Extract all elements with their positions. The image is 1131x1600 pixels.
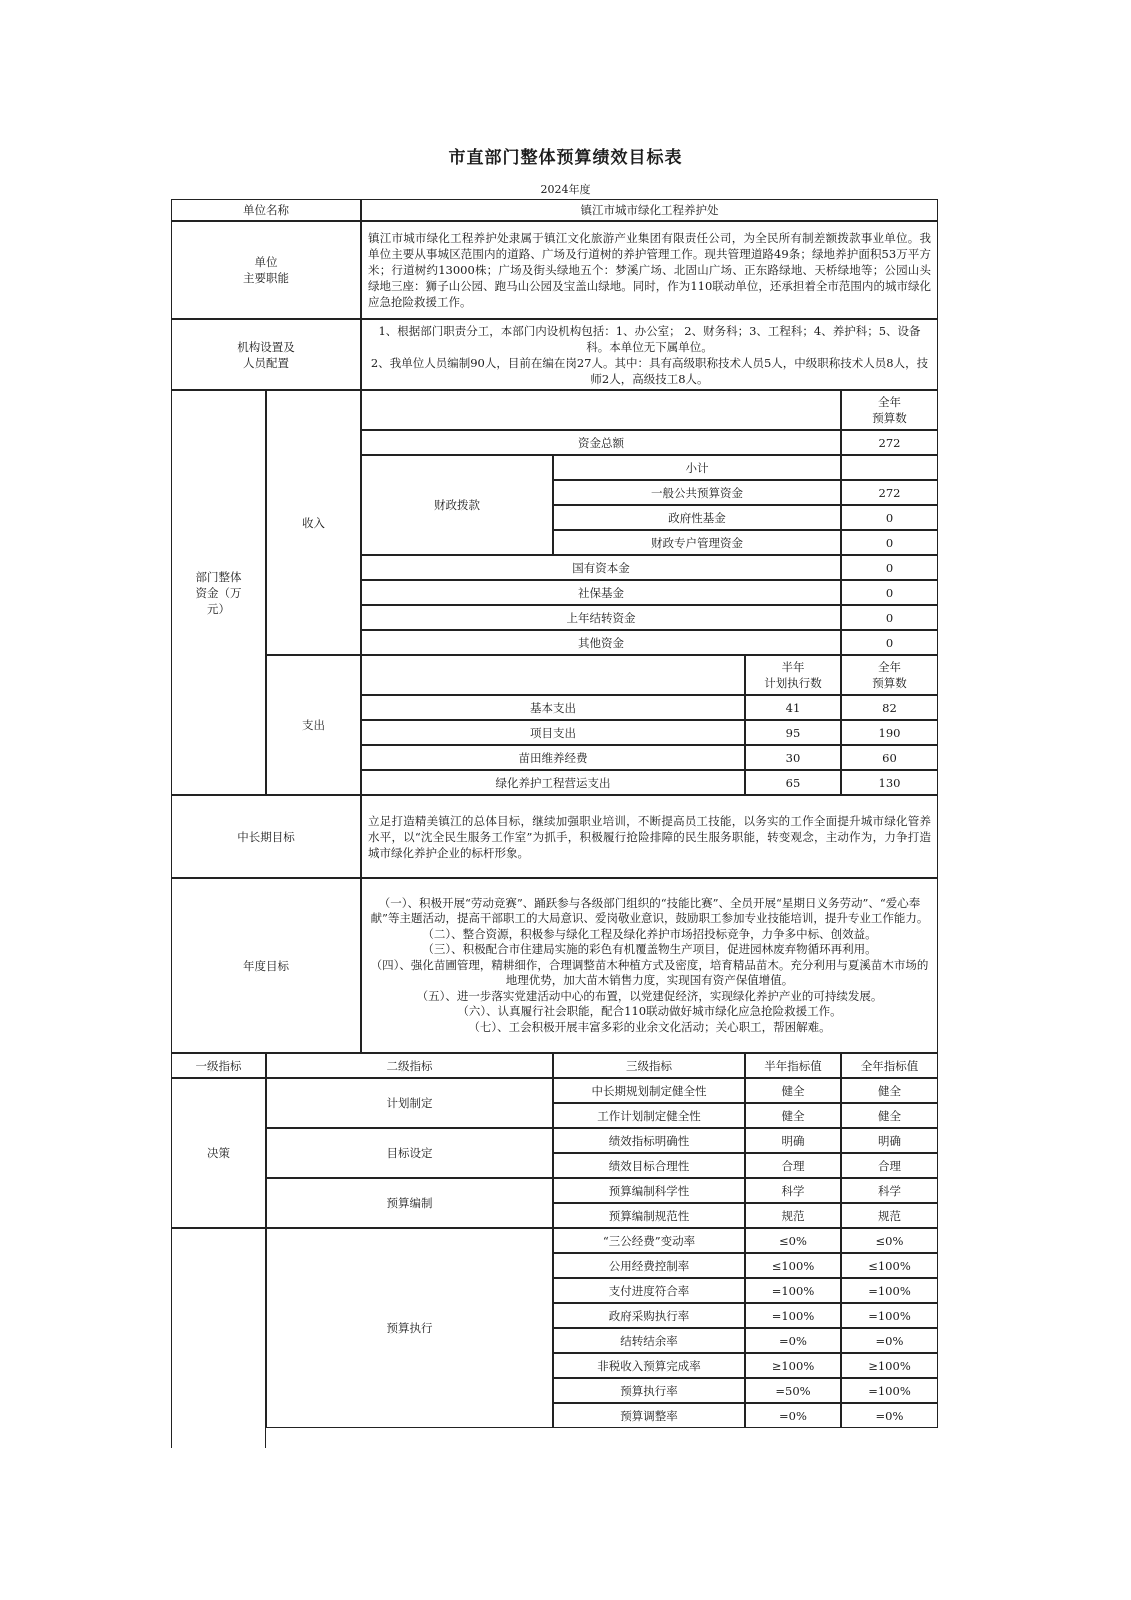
mid-goal-text: 立足打造精美镇江的总体目标，继续加强职业培训，不断提高员工技能，以务实的工作全面提升城市绿化管养水平，以“沈全民生服务工作室”为抓手，积极履行抢险排障的民生服务职能，转变观念，主动作为，力争打造城市绿化养护企业的标杆形象。 xyxy=(368,813,931,860)
header-level2: 二级指标 xyxy=(266,1053,553,1078)
expense-row-label: 绿化养护工程营运支出 xyxy=(361,770,745,795)
unit-name-label: 单位名称 xyxy=(171,199,361,221)
expense-row-half: 41 xyxy=(745,695,841,720)
annual-value: 明确 xyxy=(841,1128,938,1153)
half-value: 健全 xyxy=(745,1078,841,1103)
level3-indicator: 中长期规划制定健全性 xyxy=(553,1078,745,1103)
fiscal-row-value: 0 xyxy=(841,530,938,555)
half-value: 合理 xyxy=(745,1153,841,1178)
header-level3: 三级指标 xyxy=(553,1053,745,1078)
half-value: ≤100% xyxy=(745,1253,841,1278)
expense-row-annual: 190 xyxy=(841,720,938,745)
funds-label: 部门整体 资金（万 元） xyxy=(171,390,266,795)
unit-name-value: 镇江市城市绿化工程养护处 xyxy=(361,199,938,221)
page-title: 市直部门整体预算绩效目标表 xyxy=(448,148,683,168)
annual-goal-line: （一）、积极开展“劳动竞赛”、踊跃参与各级部门组织的“技能比赛”、全员开展“星期日义务劳动”、“爱心奉献”等主题活动，提高干部职工的大局意识、爱岗敬业意识，鼓励职工参加专业技能培训，提升专业工作能力。 xyxy=(370,895,929,926)
header-annual-value: 全年指标值 xyxy=(841,1053,938,1078)
annual-goal-line: （四）、强化苗圃管理，精耕细作，合理调整苗木种植方式及密度，培育精品苗木。充分利用与夏溪苗木市场的地理优势，加大苗木销售力度，实现国有资产保值增值。 xyxy=(370,957,929,988)
level3-indicator: 非税收入预算完成率 xyxy=(553,1353,745,1378)
level2-indicator: 目标设定 xyxy=(266,1128,553,1178)
half-value: ≤0% xyxy=(745,1228,841,1253)
half-value: =0% xyxy=(745,1328,841,1353)
level1-continued xyxy=(171,1228,266,1448)
income-annual-header: 全年 预算数 xyxy=(841,390,938,430)
duty-label: 单位 主要职能 xyxy=(171,221,361,319)
header-half-value: 半年指标值 xyxy=(745,1053,841,1078)
expense-row-annual: 60 xyxy=(841,745,938,770)
level3-indicator: 预算编制规范性 xyxy=(553,1203,745,1228)
expense-row-annual: 130 xyxy=(841,770,938,795)
other-fund-label: 其他资金 xyxy=(361,630,841,655)
expense-row-label: 项目支出 xyxy=(361,720,745,745)
half-value: ≥100% xyxy=(745,1353,841,1378)
annual-value: 合理 xyxy=(841,1153,938,1178)
duty-text-cell xyxy=(361,221,938,319)
org-line-1: 1、根据部门职责分工，本部门内设机构包括：1、办公室； 2、财务科；3、工程科；4、养护科；5、设备科。本单位无下属单位。 xyxy=(378,323,921,354)
fiscal-row-label: 政府性基金 xyxy=(553,505,841,530)
mid-goal-label: 中长期目标 xyxy=(171,795,361,878)
expense-row-half: 30 xyxy=(745,745,841,770)
fiscal-row-value: 0 xyxy=(841,505,938,530)
expense-row-label: 苗田维养经费 xyxy=(361,745,745,770)
header-level1: 一级指标 xyxy=(171,1053,266,1078)
annual-goal-label: 年度目标 xyxy=(171,878,361,1053)
total-funds-value: 272 xyxy=(841,430,938,455)
annual-value: =0% xyxy=(841,1403,938,1428)
level3-indicator: 公用经费控制率 xyxy=(553,1253,745,1278)
org-line-2: 2、我单位人员编制90人，目前在编在岗27人。其中：具有高级职称技术人员5人，中级职称技术人员8人，技师2人，高级技工8人。 xyxy=(370,355,929,386)
level2-execution: 预算执行 xyxy=(266,1228,553,1428)
annual-goal-line: （二）、整合资源，积极参与绿化工程及绿化养护市场招投标竞争，力争多中标、创效益。 xyxy=(422,926,877,941)
fiscal-row-label: 一般公共预算资金 xyxy=(553,480,841,505)
level3-indicator: 预算编制科学性 xyxy=(553,1178,745,1203)
annual-value: ≤0% xyxy=(841,1228,938,1253)
expense-row-half: 95 xyxy=(745,720,841,745)
annual-value: 健全 xyxy=(841,1103,938,1128)
half-value: =100% xyxy=(745,1278,841,1303)
level3-indicator: 结转结余率 xyxy=(553,1328,745,1353)
annual-goal-line: （七）、工会积极开展丰富多彩的业余文化活动；关心职工，帮困解难。 xyxy=(468,1019,831,1034)
other-fund-value: 0 xyxy=(841,630,938,655)
other-fund-label: 社保基金 xyxy=(361,580,841,605)
mid-goal-text-cell xyxy=(361,795,938,878)
expense-row-label: 基本支出 xyxy=(361,695,745,720)
total-funds-label: 资金总额 xyxy=(361,430,841,455)
level2-indicator: 计划制定 xyxy=(266,1078,553,1128)
fiscal-row-label: 财政专户管理资金 xyxy=(553,530,841,555)
level3-indicator: 工作计划制定健全性 xyxy=(553,1103,745,1128)
org-label: 机构设置及 人员配置 xyxy=(171,319,361,390)
fiscal-year: 2024年度 xyxy=(540,183,591,196)
fiscal-row-value: 272 xyxy=(841,480,938,505)
other-fund-value: 0 xyxy=(841,580,938,605)
level3-indicator: 支付进度符合率 xyxy=(553,1278,745,1303)
level1-decision: 决策 xyxy=(171,1078,266,1228)
annual-value: ≥100% xyxy=(841,1353,938,1378)
half-value: =100% xyxy=(745,1303,841,1328)
other-fund-value: 0 xyxy=(841,555,938,580)
expense-annual-header: 全年 预算数 xyxy=(841,655,938,695)
fiscal-allocation-label: 财政拨款 xyxy=(361,455,553,555)
level3-indicator: “三公经费”变动率 xyxy=(553,1228,745,1253)
half-value: 健全 xyxy=(745,1103,841,1128)
income-blank-header xyxy=(361,390,841,430)
expense-label: 支出 xyxy=(266,655,361,795)
annual-value: =100% xyxy=(841,1278,938,1303)
level3-indicator: 预算调整率 xyxy=(553,1403,745,1428)
duty-text: 镇江市城市绿化工程养护处隶属于镇江文化旅游产业集团有限责任公司，为全民所有制差额拨款事业单位。我单位主要从事城区范围内的道路、广场及行道树的养护管理工作。现共管理道路49条；绿地养护面积53万平方米；行道树约13000株；广场及街头绿地五个：梦溪广场、北固山广场、正东路绿地、天桥绿地等；公园山头绿地三座：狮子山公园、跑马山公园及宝盖山绿地。同时，作为110联动单位，还承担着全市范围内的城市绿化应急抢险救援工作。 xyxy=(368,231,931,309)
half-value: 科学 xyxy=(745,1178,841,1203)
fiscal-row-label: 小计 xyxy=(553,455,841,480)
org-text-cell xyxy=(361,319,938,390)
income-label: 收入 xyxy=(266,390,361,655)
annual-goal-line: （三）、积极配合市住建局实施的彩色有机覆盖物生产项目，促进园林废弃物循环再利用。 xyxy=(422,942,877,957)
half-value: 规范 xyxy=(745,1203,841,1228)
annual-value: ≤100% xyxy=(841,1253,938,1278)
expense-row-half: 65 xyxy=(745,770,841,795)
level2-indicator: 预算编制 xyxy=(266,1178,553,1228)
other-fund-label: 上年结转资金 xyxy=(361,605,841,630)
budget-performance-table xyxy=(172,200,959,1600)
fiscal-row-value xyxy=(841,455,938,480)
expense-half-header: 半年 计划执行数 xyxy=(745,655,841,695)
annual-value: =0% xyxy=(841,1328,938,1353)
annual-value: =100% xyxy=(841,1378,938,1403)
level3-indicator: 政府采购执行率 xyxy=(553,1303,745,1328)
half-value: 明确 xyxy=(745,1128,841,1153)
annual-value: 科学 xyxy=(841,1178,938,1203)
annual-goal-line: （五）、进一步落实党建活动中心的布置，以党建促经济，实现绿化养护产业的可持续发展。 xyxy=(416,988,883,1003)
level3-indicator: 预算执行率 xyxy=(553,1378,745,1403)
other-fund-value: 0 xyxy=(841,605,938,630)
annual-value: 健全 xyxy=(841,1078,938,1103)
annual-value: =100% xyxy=(841,1303,938,1328)
half-value: =50% xyxy=(745,1378,841,1403)
level3-indicator: 绩效指标明确性 xyxy=(553,1128,745,1153)
level3-indicator: 绩效目标合理性 xyxy=(553,1153,745,1178)
half-value: =0% xyxy=(745,1403,841,1428)
annual-goal-line: （六）、认真履行社会职能，配合110联动做好城市绿化应急抢险救援工作。 xyxy=(457,1004,842,1019)
expense-row-annual: 82 xyxy=(841,695,938,720)
expense-blank-header xyxy=(361,655,745,695)
other-fund-label: 国有资本金 xyxy=(361,555,841,580)
annual-goal-text-cell xyxy=(361,878,938,1053)
annual-value: 规范 xyxy=(841,1203,938,1228)
